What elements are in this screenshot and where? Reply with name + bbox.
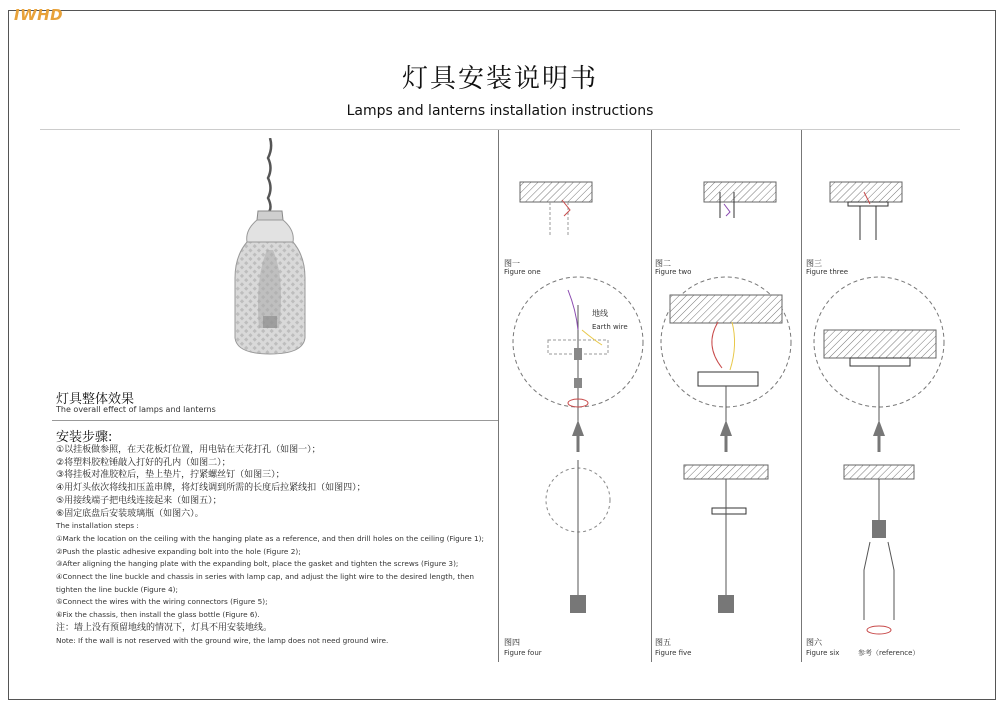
- figure-four-label-cn: 图四: [504, 638, 520, 647]
- figure-five-circle: [661, 277, 791, 430]
- section-divider: [52, 420, 498, 421]
- step-en: ⑥Fix the chassis, then install the glass bottle (Figure 6).: [56, 610, 260, 620]
- step-en: tighten the line buckle (Figure 4);: [56, 584, 178, 594]
- note-en: Note: If the wall is not reserved with the ground wire, the lamp does not need ground wire.: [56, 635, 389, 645]
- figure-one-label-en: Figure one: [504, 268, 541, 276]
- figure-six-label-en: Figure six: [806, 649, 840, 657]
- figure-six-label-cn: 图六: [806, 638, 822, 647]
- steps-list: [56, 444, 496, 647]
- step-en: ③After aligning the hanging plate with the expanding bolt, place the gasket and tighten the screws (Figure 3);: [56, 559, 459, 569]
- effect-title-en: The overall effect of lamps and lanterns: [56, 405, 216, 414]
- figure-six-drawing: [844, 465, 914, 634]
- effect-title-cn: 灯具整体效果: [56, 392, 135, 407]
- step-cn: ②将塑料胶粒锤敲入打好的孔内（如图二）；: [56, 457, 231, 468]
- figure-five-drawing: [684, 465, 768, 613]
- lamp-illustration: [225, 138, 315, 363]
- page-title-en: Lamps and lanterns installation instructions: [346, 103, 654, 119]
- step-cn: ④用灯头依次将线扣压盖串牌，将灯线调到所需的长度后拉紧线扣（如图四）；: [56, 483, 366, 494]
- figure-two-drawing: [704, 182, 776, 218]
- figure-two-label-en: Figure two: [655, 268, 692, 276]
- figure-six-circle: [814, 277, 944, 430]
- note-cn: 注：墙上没有预留地线的情况下，灯具不用安装地线。: [56, 622, 273, 633]
- figure-four-drawing: [546, 460, 610, 613]
- figure-four-label-en: Figure four: [504, 649, 542, 657]
- up-arrow-icon: [572, 420, 584, 452]
- figure-three-label-cn: 图三: [806, 259, 822, 268]
- step-cn: ⑤用接线端子把电线连接起来（如图五）；: [56, 495, 222, 506]
- figure-one-drawing: [520, 182, 592, 235]
- installation-diagrams: [498, 130, 958, 665]
- step-en: ①Mark the location on the ceiling with the hanging plate as a reference, and then drill holes on the ceiling (Figure 1);: [56, 533, 484, 543]
- figure-four-circle: [513, 277, 643, 430]
- ground-wire-label-cn: 地线: [592, 309, 608, 318]
- step-en: ⑤Connect the wires with the wiring connectors (Figure 5);: [56, 597, 268, 607]
- figure-three-label-en: Figure three: [806, 268, 849, 276]
- brand-logo: IWHD: [14, 6, 64, 24]
- figure-five-label-cn: 图五: [655, 638, 671, 647]
- figure-two-label-cn: 图二: [655, 259, 671, 268]
- ground-wire-label-en: Earth wire: [592, 323, 628, 331]
- reference-label: 参考（reference）: [858, 649, 920, 657]
- up-arrow-icon: [873, 420, 885, 452]
- page-title-cn: 灯具安装说明书: [401, 64, 598, 94]
- figure-five-label-en: Figure five: [655, 649, 692, 657]
- up-arrow-icon: [720, 420, 732, 452]
- steps-heading: 安装步骤:: [56, 430, 113, 445]
- figure-one-label-cn: 图一: [504, 259, 520, 268]
- step-cn: ①以挂板做参照，在天花板灯位置，用电钻在天花打孔（如图一）；: [56, 445, 321, 455]
- step-en: ②Push the plastic adhesive expanding bolt into the hole (Figure 2);: [56, 546, 301, 556]
- figure-three-drawing: [830, 182, 902, 240]
- step-en: ④Connect the line buckle and chassis in series with lamp cap, and adjust the light wire to the desired length, then: [56, 572, 474, 582]
- step-cn: ③将挂板对准胶粒后，垫上垫片，拧紧螺丝钉（如图三）；: [56, 470, 285, 481]
- step-cn: ⑥固定底盘后安装玻璃瓶（如图六）。: [56, 508, 204, 519]
- steps-en-title: The installation steps :: [56, 521, 139, 531]
